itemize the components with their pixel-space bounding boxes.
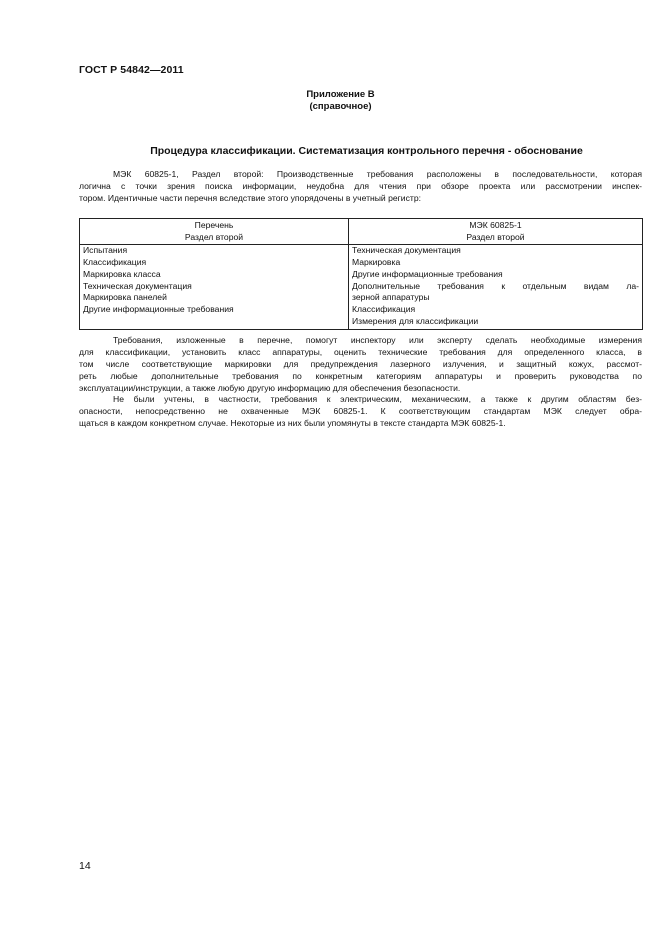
appendix-title: Приложение В — [306, 89, 375, 100]
list-item: Другие информационные требования — [352, 268, 503, 279]
list-item: Измерения для классификации — [352, 316, 479, 327]
list-item: Испытания — [83, 244, 128, 255]
paragraph-line: щаться в каждом конкретном случае. Некоторые из них были упомянуты в тексте стандарта МЭК 60825-1. — [79, 417, 506, 428]
page-number: 14 — [79, 860, 91, 872]
document-code: ГОСТ Р 54842—2011 — [79, 64, 184, 76]
not-covered-paragraph — [79, 394, 642, 430]
header-line: Раздел второй — [184, 231, 244, 242]
intro-paragraph — [79, 169, 642, 205]
list-item: Техническая документация — [352, 244, 461, 255]
section-title: Процедура классификации. Систематизация контрольного перечня - обоснование — [150, 145, 583, 157]
list-item: Техническая документация — [83, 280, 192, 291]
list-item: Маркировка класса — [83, 268, 161, 279]
header-checklist — [80, 219, 349, 245]
header-iec — [349, 219, 643, 245]
table-row — [80, 244, 643, 329]
requirements-paragraph — [79, 335, 642, 394]
paragraph-line: эксплуатации/инструкции, а также любую другую информацию для обеспечения безопасности. — [79, 382, 461, 393]
list-item: Классификация — [83, 256, 147, 267]
list-item: Маркировка панелей — [83, 292, 167, 303]
paragraph-line: реть любые дополнительные требования по конкретным категориям аппаратуры и проверить руководства по — [79, 370, 642, 381]
list-item: Классификация — [352, 304, 416, 315]
header-line: Раздел второй — [466, 231, 525, 242]
iec-items-cell — [349, 244, 643, 329]
paragraph-line: Требования, изложенные в перечне, помогут инспектору или эксперту сделать необходимые измерения — [113, 335, 642, 345]
paragraph-line: Не были учтены, в частности, требования к электрическим, механическим, а также к другим областям без- — [113, 394, 642, 404]
list-item: Дополнительные требования к отдельным видам ла- — [352, 280, 639, 291]
paragraph-line: МЭК 60825-1, Раздел второй: Производственные требования расположены в последовательности, которая — [113, 169, 642, 179]
paragraph-line: логична с точки зрения поиска информации, неудобна для чтения при обзоре проекта или рассмотрении инспек- — [79, 180, 642, 191]
checklist-comparison-table — [79, 218, 643, 330]
header-line: МЭК 60825-1 — [469, 220, 522, 230]
table-header-row — [80, 219, 643, 245]
paragraph-line: тором. Идентичные части перечня вследствие этого упорядочены в учетный регистр: — [79, 192, 422, 203]
paragraph-line: том числе соответствующие маркировки для предупреждения лазерного излучения, и защитный кожух, рассмот- — [79, 358, 642, 369]
list-item: Маркировка — [352, 256, 401, 267]
list-item: Другие информационные требования — [83, 304, 234, 315]
paragraph-line: опасности, непосредственно не охваченные МЭК 60825-1. К соответствующим стандартам МЭК следует обра- — [79, 405, 642, 416]
header-line: Перечень — [194, 220, 234, 230]
checklist-items-cell — [80, 244, 349, 329]
list-item: зерной аппаратуры — [352, 292, 430, 303]
appendix-type: (справочное) — [309, 101, 372, 112]
paragraph-line: для классификации, установить класс аппаратуры, оценить технические требования для определенного класса, в — [79, 346, 642, 357]
